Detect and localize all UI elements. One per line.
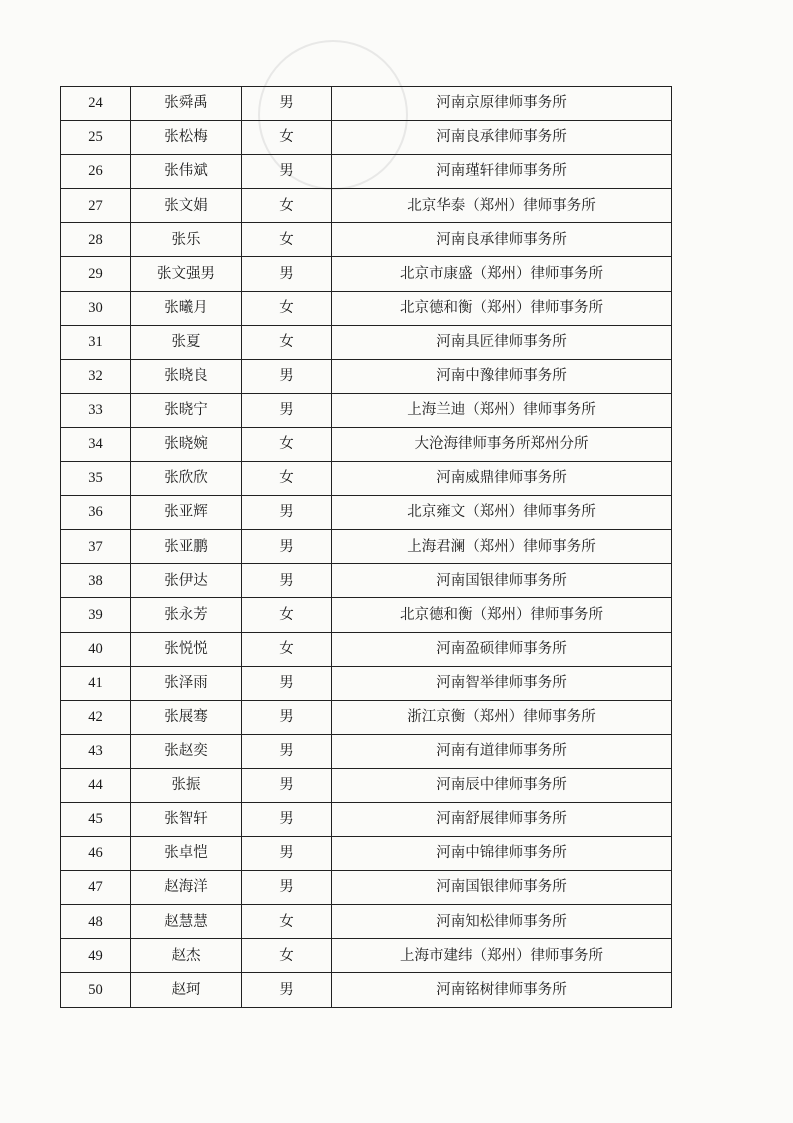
law-firm-cell: 河南智举律师事务所 [332,666,672,700]
table-row [61,802,672,836]
name-cell: 张松梅 [131,121,242,155]
law-firm-cell: 大沧海律师事务所郑州分所 [332,427,672,461]
name-cell: 赵珂 [131,973,242,1007]
row-number-cell: 27 [61,189,131,223]
gender-cell: 男 [242,393,332,427]
law-firm-cell: 浙江京衡（郑州）律师事务所 [332,700,672,734]
table-row [61,905,672,939]
name-cell: 张卓恺 [131,837,242,871]
law-firm-cell: 河南中豫律师事务所 [332,359,672,393]
gender-cell: 男 [242,359,332,393]
gender-cell: 女 [242,462,332,496]
row-number-cell: 42 [61,700,131,734]
gender-cell: 男 [242,564,332,598]
name-cell: 张亚鹏 [131,530,242,564]
gender-cell: 女 [242,189,332,223]
name-cell: 张智轩 [131,802,242,836]
table-row [61,734,672,768]
table-row [61,155,672,189]
table-row [61,223,672,257]
name-cell: 张欣欣 [131,462,242,496]
table-row [61,564,672,598]
table-row [61,939,672,973]
row-number-cell: 50 [61,973,131,1007]
name-cell: 张伟斌 [131,155,242,189]
table-row [61,121,672,155]
row-number-cell: 25 [61,121,131,155]
name-cell: 张晓良 [131,359,242,393]
law-firm-cell: 上海君澜（郑州）律师事务所 [332,530,672,564]
name-cell: 张晓婉 [131,427,242,461]
gender-cell: 女 [242,223,332,257]
name-cell: 张曦月 [131,291,242,325]
name-cell: 张伊达 [131,564,242,598]
row-number-cell: 44 [61,768,131,802]
gender-cell: 男 [242,973,332,1007]
gender-cell: 女 [242,427,332,461]
name-cell: 张永芳 [131,598,242,632]
row-number-cell: 33 [61,393,131,427]
row-number-cell: 46 [61,837,131,871]
row-number-cell: 35 [61,462,131,496]
law-firm-cell: 河南舒展律师事务所 [332,802,672,836]
gender-cell: 男 [242,802,332,836]
table-row [61,837,672,871]
row-number-cell: 38 [61,564,131,598]
gender-cell: 女 [242,598,332,632]
law-firm-cell: 河南具匠律师事务所 [332,325,672,359]
name-cell: 赵海洋 [131,871,242,905]
table-row [61,700,672,734]
name-cell: 张舜禹 [131,87,242,121]
gender-cell: 男 [242,734,332,768]
row-number-cell: 30 [61,291,131,325]
table-row [61,666,672,700]
law-firm-cell: 河南瑾轩律师事务所 [332,155,672,189]
row-number-cell: 39 [61,598,131,632]
row-number-cell: 36 [61,496,131,530]
row-number-cell: 41 [61,666,131,700]
gender-cell: 男 [242,871,332,905]
gender-cell: 男 [242,257,332,291]
row-number-cell: 29 [61,257,131,291]
law-firm-cell: 河南知松律师事务所 [332,905,672,939]
row-number-cell: 28 [61,223,131,257]
table-row [61,359,672,393]
table-row [61,393,672,427]
name-cell: 张乐 [131,223,242,257]
name-cell: 赵杰 [131,939,242,973]
name-cell: 张展骞 [131,700,242,734]
table-row [61,871,672,905]
table-row [61,973,672,1007]
table-row [61,530,672,564]
gender-cell: 男 [242,87,332,121]
name-cell: 张亚辉 [131,496,242,530]
table-row [61,598,672,632]
gender-cell: 男 [242,155,332,189]
row-number-cell: 47 [61,871,131,905]
law-firm-cell: 北京德和衡（郑州）律师事务所 [332,598,672,632]
gender-cell: 女 [242,632,332,666]
table-row [61,257,672,291]
name-cell: 张晓宁 [131,393,242,427]
name-cell: 赵慧慧 [131,905,242,939]
table-row [61,291,672,325]
gender-cell: 男 [242,530,332,564]
law-firm-cell: 上海兰迪（郑州）律师事务所 [332,393,672,427]
row-number-cell: 48 [61,905,131,939]
row-number-cell: 24 [61,87,131,121]
law-firm-cell: 河南国银律师事务所 [332,871,672,905]
law-firm-cell: 河南良承律师事务所 [332,121,672,155]
lawyer-roster-table [60,86,672,1008]
gender-cell: 女 [242,325,332,359]
name-cell: 张夏 [131,325,242,359]
law-firm-cell: 北京市康盛（郑州）律师事务所 [332,257,672,291]
row-number-cell: 34 [61,427,131,461]
name-cell: 张文娟 [131,189,242,223]
row-number-cell: 31 [61,325,131,359]
law-firm-cell: 河南盈硕律师事务所 [332,632,672,666]
roster-table-body [61,87,672,1008]
gender-cell: 女 [242,291,332,325]
gender-cell: 男 [242,768,332,802]
row-number-cell: 43 [61,734,131,768]
table-row [61,768,672,802]
gender-cell: 女 [242,939,332,973]
table-row [61,189,672,223]
name-cell: 张赵奕 [131,734,242,768]
table-row [61,87,672,121]
gender-cell: 男 [242,496,332,530]
law-firm-cell: 河南国银律师事务所 [332,564,672,598]
gender-cell: 男 [242,700,332,734]
law-firm-cell: 北京华泰（郑州）律师事务所 [332,189,672,223]
name-cell: 张悦悦 [131,632,242,666]
row-number-cell: 32 [61,359,131,393]
law-firm-cell: 北京德和衡（郑州）律师事务所 [332,291,672,325]
table-row [61,632,672,666]
law-firm-cell: 河南铭树律师事务所 [332,973,672,1007]
name-cell: 张文强男 [131,257,242,291]
gender-cell: 男 [242,837,332,871]
table-row [61,325,672,359]
law-firm-cell: 河南良承律师事务所 [332,223,672,257]
row-number-cell: 40 [61,632,131,666]
law-firm-cell: 北京雍文（郑州）律师事务所 [332,496,672,530]
table-row [61,462,672,496]
row-number-cell: 26 [61,155,131,189]
table-row [61,496,672,530]
gender-cell: 女 [242,121,332,155]
row-number-cell: 37 [61,530,131,564]
law-firm-cell: 河南威鼎律师事务所 [332,462,672,496]
name-cell: 张振 [131,768,242,802]
gender-cell: 女 [242,905,332,939]
gender-cell: 男 [242,666,332,700]
row-number-cell: 49 [61,939,131,973]
law-firm-cell: 上海市建纬（郑州）律师事务所 [332,939,672,973]
name-cell: 张泽雨 [131,666,242,700]
law-firm-cell: 河南辰中律师事务所 [332,768,672,802]
row-number-cell: 45 [61,802,131,836]
law-firm-cell: 河南有道律师事务所 [332,734,672,768]
law-firm-cell: 河南京原律师事务所 [332,87,672,121]
table-row [61,427,672,461]
law-firm-cell: 河南中锦律师事务所 [332,837,672,871]
